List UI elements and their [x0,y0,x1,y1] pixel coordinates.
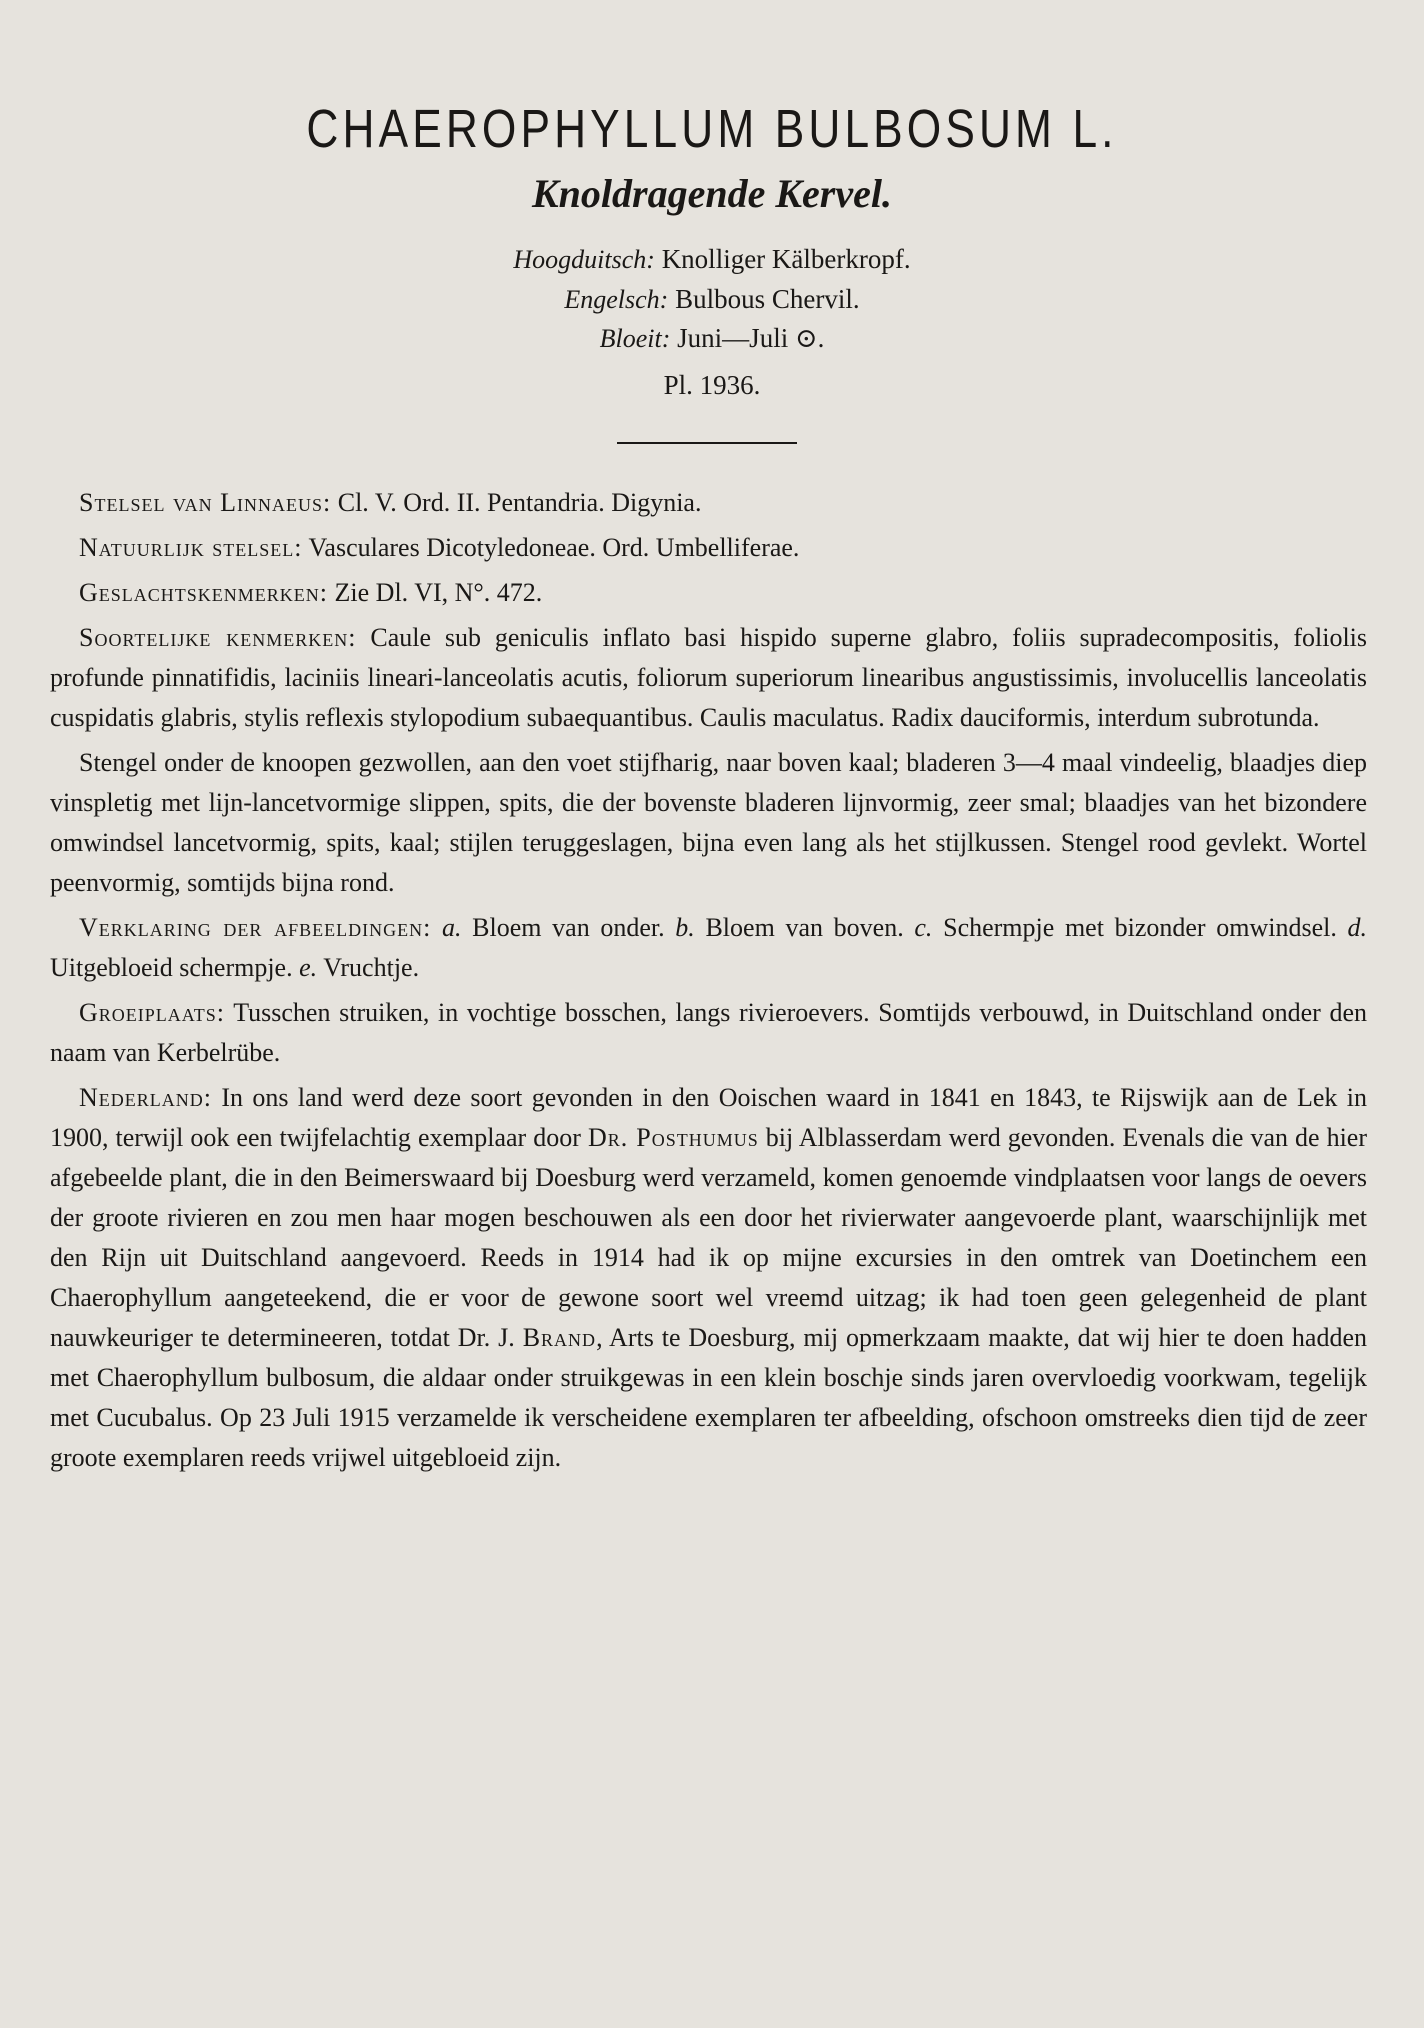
section-text: , Arts te Doesburg, mij opmerkzaam maakte, dat wij hier te doen hadden met Chaerophyllum bulbosum, die aldaar onder struikgewas in een klein boschje sinds jaren overvloedig voorkwam, tegelijk met Cucubalus. Op 23 Juli 1915 verzamelde ik verscheidene exemplaren ter afbeelding, ofschoon omstreeks dien tijd de zeer groote exemplaren reeds vrijwel uitgebloeid zijn. [50,1323,1368,1472]
paragraph-netherlands [50,1078,1367,1478]
english-name-line [0,284,1424,315]
paragraph-natural-system [50,528,1367,568]
german-name-line [0,244,1424,275]
paragraph-linnaeus [50,483,1367,523]
section-label: Nederland: [79,1083,212,1112]
section-text: Vasculares Dicotyledoneae. Ord. Umbelliferae. [308,533,800,562]
person-name: Brand [522,1323,597,1352]
english-name: Bulbous Chervil. [675,284,860,314]
section-text: Caule sub geniculis inflato basi hispido superne glabro, foliis supradecompositis, foliolis profunde pinnatifidis, laciniis lineari-lanceolatis acutis, foliorum superiorum linearibus angustissimis, involucellis lanceolatis cuspidatis glabris, stylis reflexis stylopodium subaequantibus. Caulis maculatus. Radix dauciformis, interdum subrotunda. [50,623,1368,732]
figure-letter: e. [299,953,318,982]
section-label: Verklaring der afbeeldingen: [79,913,432,942]
paragraph-description [50,743,1367,903]
section-label: Stelsel van Linnaeus: [79,488,332,517]
figure-caption: Schermpje met bizonder omwindsel. [943,913,1337,942]
figure-letter: c. [914,913,933,942]
body-text [50,483,1367,1483]
figure-letter: d. [1347,913,1368,942]
figure-caption: Uitgebloeid schermpje. [50,953,293,982]
figure-caption: Bloem van onder. [472,913,665,942]
paragraph-genus [50,573,1367,613]
section-text: In ons land werd deze soort gevonden in den Ooischen waard in 1841 en 1843, te Rijswijk aan de Lek in 1900, terwijl ook een twijfelachtig exemplaar door [50,1083,1367,1152]
dutch-name: Knoldragende Kervel. [532,171,892,216]
bloom-value: Juni—Juli ⊙. [677,323,825,353]
figure-letter: a. [441,913,462,942]
figure-caption: Vruchtje. [323,953,420,982]
paragraph-habitat [50,993,1367,1073]
paragraph-species [50,618,1367,738]
figure-letter: b. [675,913,695,942]
person-name: Dr. Posthumus [587,1123,759,1152]
section-text: Stengel onder de knoopen gezwollen, aan den voet stijfharig, naar boven kaal; bladeren 3—4 maal vindeelig, blaadjes diep vinspletig met lijn-lancetvormige slippen, spits, die der bovenste bladeren lijnvormig, zeer smal; blaadjes van het bizondere omwindsel lancetvormig, spits, kaal; stijlen teruggeslagen, bijna even lang als het stijlkussen. Stengel rood gevlekt. Wortel peenvormig, somtijds bijna rond. [50,748,1367,897]
english-label: Engelsch: [564,285,669,314]
section-label: Soortelijke kenmerken: [79,623,357,652]
german-label: Hoogduitsch: [513,245,655,274]
paragraph-figures [50,908,1367,988]
section-label: Groeiplaats: [79,998,226,1027]
figure-caption: Bloem van boven. [705,913,904,942]
section-text: bij Alblasserdam werd gevonden. Evenals die van de hier afgebeelde plant, die in den Beimerswaard bij Doesburg werd verzameld, komen genoemde vindplaatsen voor langs de oevers der groote rivieren en zou men haar mogen beschouwen als een door het rivierwater aangevoerde plant, waarschijnlijk met den Rijn uit Duitschland aangevoerd. Reeds in 1914 had ik op mijne excursies in den omtrek van Doetinchem een Chaerophyllum aangeteekend, die er voor de gewone soort wel vreemd uitzag; ik had toen geen gelegenheid de plant nauwkeuriger te determineeren, totdat Dr. J. [50,1123,1368,1352]
section-text: Cl. V. Ord. II. Pentandria. Digynia. [337,488,702,517]
page-title: CHAEROPHYLLUM BULBOSUM L. [306,99,1118,159]
section-label: Natuurlijk stelsel: [79,533,303,562]
section-text: Zie Dl. VI, N°. 472. [334,578,543,607]
german-name: Knolliger Kälberkropf. [661,244,911,274]
divider [617,442,797,444]
bloom-line [0,323,1424,354]
section-label: Geslachtskenmerken: [79,578,329,607]
plate-number: Pl. 1936. [663,370,761,400]
bloom-label: Bloeit: [599,324,671,353]
section-text: Tusschen struiken, in vochtige bosschen, langs rivieroevers. Somtijds verbouwd, in Duitschland onder den naam van Kerbelrübe. [50,998,1368,1067]
